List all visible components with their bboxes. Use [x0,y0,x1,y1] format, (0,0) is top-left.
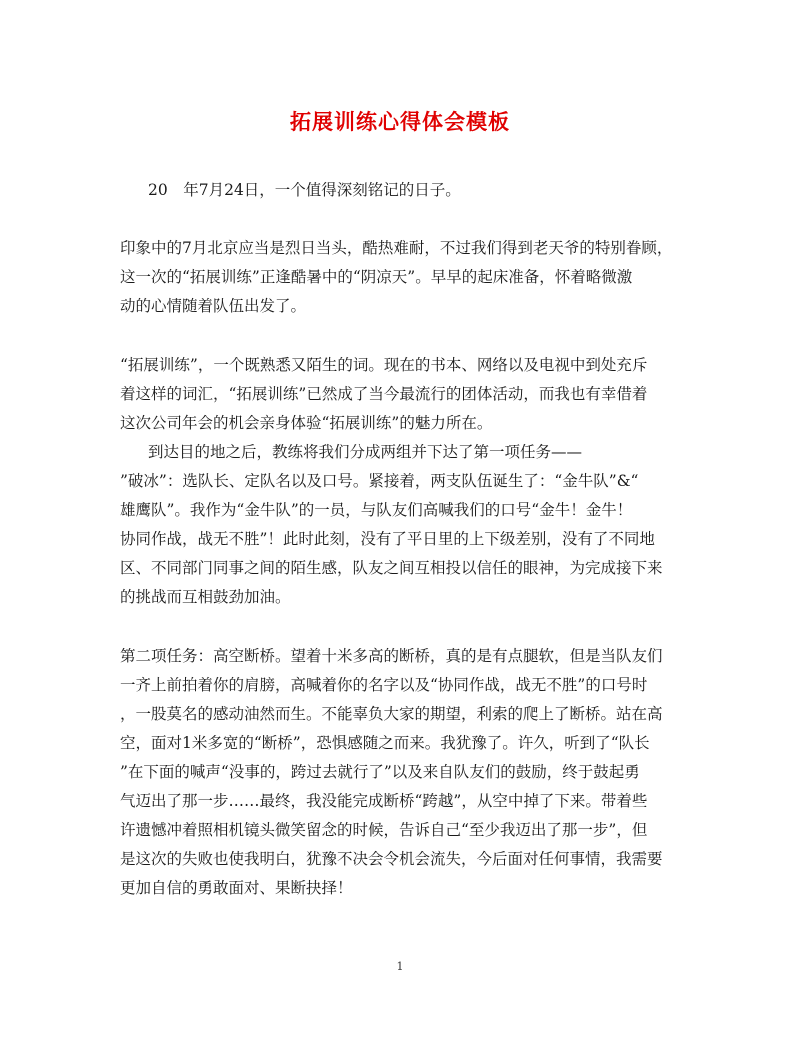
paragraph-line: “拓展训练”，一个既熟悉又陌生的词。现在的书本、网络以及电视中到处充斥 [120,356,648,374]
paragraph-line: 雄鹰队”。我作为“金牛队”的一员，与队友们高喊我们的口号“金牛！金牛！ [120,501,633,519]
paragraph-line: 着这样的词汇，“拓展训练”已然成了当今最流行的团体活动，而我也有幸借着 [120,385,648,403]
paragraph-line: 这次公司年会的机会亲身体验“拓展训练”的魅力所在。 [120,414,493,432]
paragraph-line: 气迈出了那一步……最终，我没能完成断桥“跨越”，从空中掉了下来。带着些 [120,792,648,810]
paragraph-line: ”在下面的喊声“没事的，跨过去就行了”以及来自队友们的鼓励，终于鼓起勇 [120,763,640,781]
paragraph-line: 协同作战，战无不胜”！此时此刻，没有了平日里的上下级差别，没有了不同地 [120,530,655,548]
paragraph-line: 区、不同部门同事之间的陌生感，队友之间互相投以信任的眼神，为完成接下来 [120,559,663,577]
paragraph-line: ，一股莫名的感动油然而生。不能辜负大家的期望，利索的爬上了断桥。站在高 [120,705,663,723]
paragraph-line: 这一次的“拓展训练”正逢酷暑中的“阴凉天”。早早的起床准备，怀着略微激 [120,268,633,286]
page-number: 1 [396,960,404,973]
paragraph-line: 是这次的失败也使我明白，犹豫不决会令机会流失，今后面对任何事情，我需要 [120,850,663,868]
paragraph-line: 许遗憾冲着照相机镜头微笑留念的时候，告诉自己“至少我迈出了那一步”，但 [120,821,648,839]
paragraph-line: 的挑战而互相鼓劲加油。 [120,588,291,606]
paragraph-line: 到达目的地之后，教练将我们分成两组并下达了第一项任务—— [148,443,583,461]
document-title: 拓展训练心得体会模板 [290,109,510,134]
paragraph-date-line: 20 年7月24日，一个值得深刻铭记的日子。 [148,181,461,199]
paragraph-line: 空，面对1米多宽的“断桥”，恐惧感随之而来。我犹豫了。许久，听到了“队长 [120,734,650,752]
paragraph-line: 动的心情随着队伍出发了。 [120,297,307,315]
paragraph-line: 一齐上前拍着你的肩膀，高喊着你的名字以及“协同作战，战无不胜”的口号时 [120,676,648,694]
paragraph-line: 第二项任务：高空断桥。望着十米多高的断桥，真的是有点腿软，但是当队友们 [120,647,663,665]
paragraph-line: 更加自信的勇敢面对、果断抉择！ [120,879,353,897]
paragraph-line: 印象中的7月北京应当是烈日当头，酷热难耐，不过我们得到老天爷的特别眷顾， [120,239,673,257]
paragraph-line: ”破冰”：选队长、定队名以及口号。紧接着，两支队伍诞生了：“金牛队”&“ [120,472,639,490]
